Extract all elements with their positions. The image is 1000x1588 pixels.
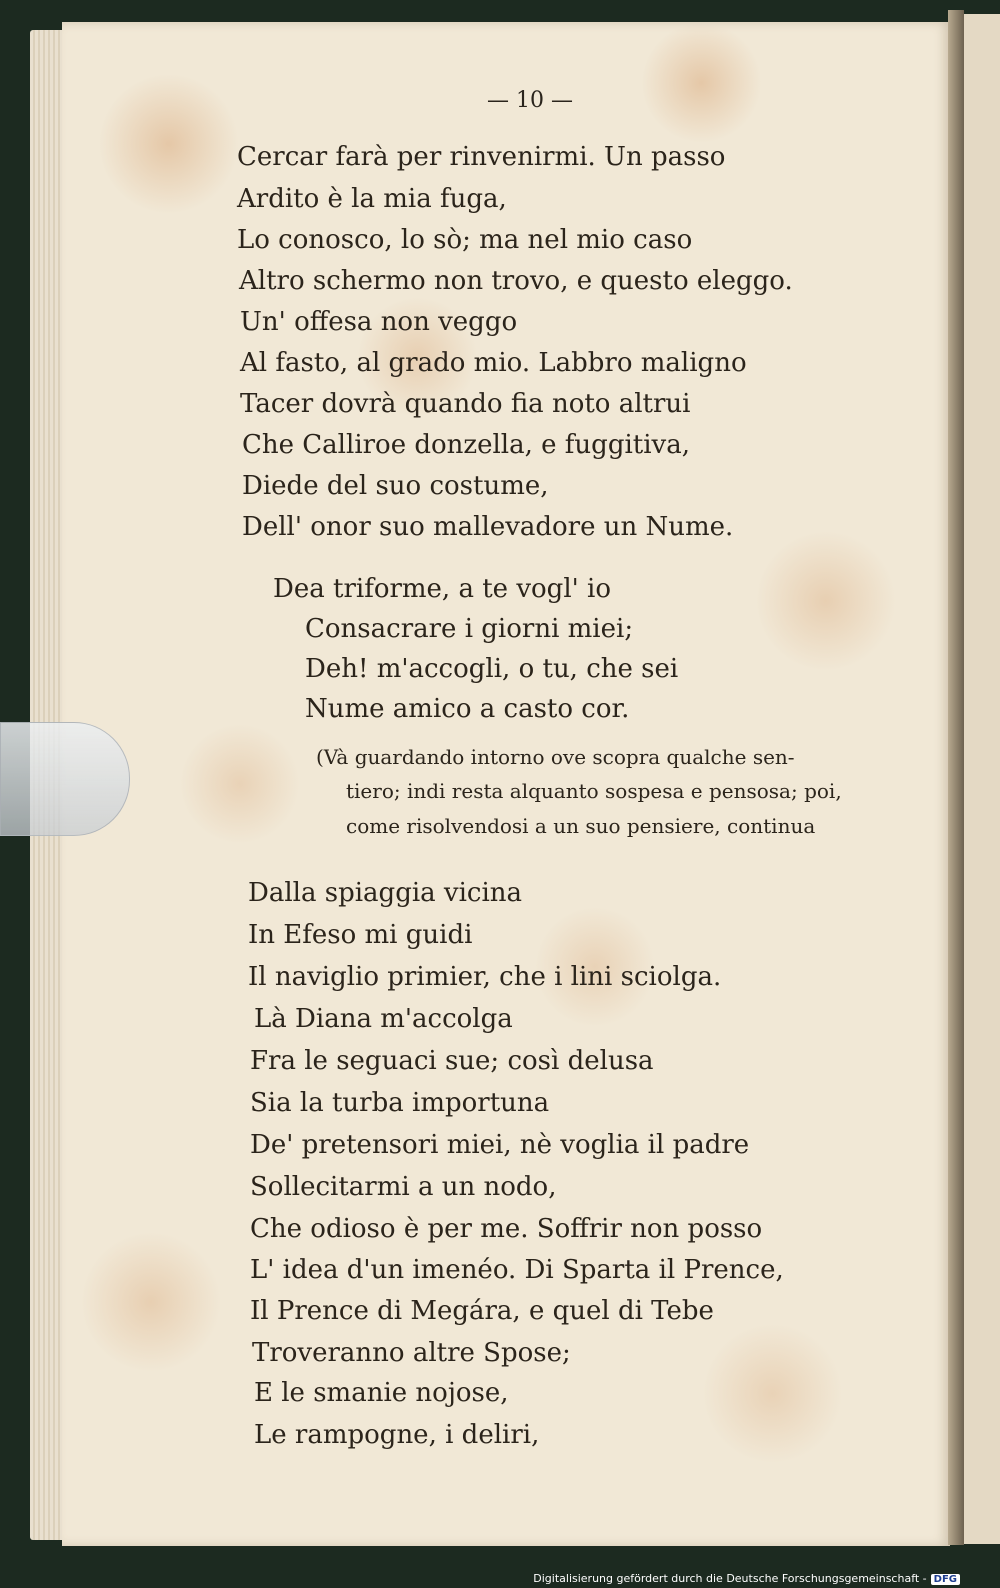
- verse-line: Sollecitarmi a un nodo,: [250, 1172, 557, 1202]
- verse-line: E le smanie nojose,: [254, 1378, 509, 1408]
- aria-line: Nume amico a casto cor.: [305, 694, 630, 724]
- dfg-logo: DFG: [931, 1574, 960, 1585]
- verse-line: In Efeso mi guidi: [248, 920, 473, 950]
- credit-text: Digitalisierung gefördert durch die Deutsche Forschungsgemeinschaft -: [533, 1572, 927, 1585]
- verse-line: Lo conosco, lo sò; ma nel mio caso: [237, 225, 693, 255]
- digitization-credit: [533, 1572, 960, 1585]
- aria-line: Consacrare i giorni miei;: [305, 614, 634, 644]
- aria-line: Deh! m'accogli, o tu, che sei: [305, 654, 679, 684]
- aria-line: Dea triforme, a te vogl' io: [273, 574, 612, 604]
- verse-line: Il naviglio primier, che i lini sciolga.: [248, 962, 722, 992]
- page-number-header: — 10 —: [487, 88, 573, 113]
- stage-direction-line: (Và guardando intorno ove scopra qualche sen-: [316, 745, 795, 769]
- verse-line: Altro schermo non trovo, e questo eleggo.: [239, 266, 793, 296]
- verse-line: Le rampogne, i deliri,: [254, 1420, 540, 1450]
- page-clip: [0, 722, 130, 836]
- verse-line: Un' offesa non veggo: [240, 307, 518, 337]
- verse-line: Dalla spiaggia vicina: [248, 878, 523, 908]
- stage-direction-line: tiero; indi resta alquanto sospesa e pensosa; poi,: [346, 779, 842, 803]
- verse-line: Diede del suo costume,: [242, 471, 549, 501]
- book-gutter: [948, 10, 964, 1545]
- verse-line: Al fasto, al grado mio. Labbro maligno: [240, 348, 747, 378]
- verse-line: L' idea d'un imenéo. Di Sparta il Prence,: [250, 1255, 784, 1285]
- verse-line: Cercar farà per rinvenirmi. Un passo: [237, 142, 726, 172]
- verse-line: Che Calliroe donzella, e fuggitiva,: [242, 430, 690, 460]
- verse-line: Tacer dovrà quando fia noto altrui: [240, 389, 691, 419]
- facing-page-edge: [964, 14, 1000, 1544]
- verse-line: De' pretensori miei, nè voglia il padre: [250, 1130, 750, 1160]
- verse-line: Che odioso è per me. Soffrir non posso: [250, 1214, 763, 1244]
- verse-line: Sia la turba importuna: [250, 1088, 550, 1118]
- verse-line: Là Diana m'accolga: [254, 1004, 513, 1034]
- verse-line: Fra le seguaci sue; così delusa: [250, 1046, 654, 1076]
- verse-line: Dell' onor suo mallevadore un Nume.: [242, 512, 734, 542]
- stage-direction-line: come risolvendosi a un suo pensiere, continua: [346, 814, 816, 838]
- verse-line: Troveranno altre Spose;: [252, 1338, 571, 1368]
- verse-line: Ardito è la mia fuga,: [237, 184, 507, 214]
- verse-line: Il Prence di Megára, e quel di Tebe: [250, 1296, 714, 1326]
